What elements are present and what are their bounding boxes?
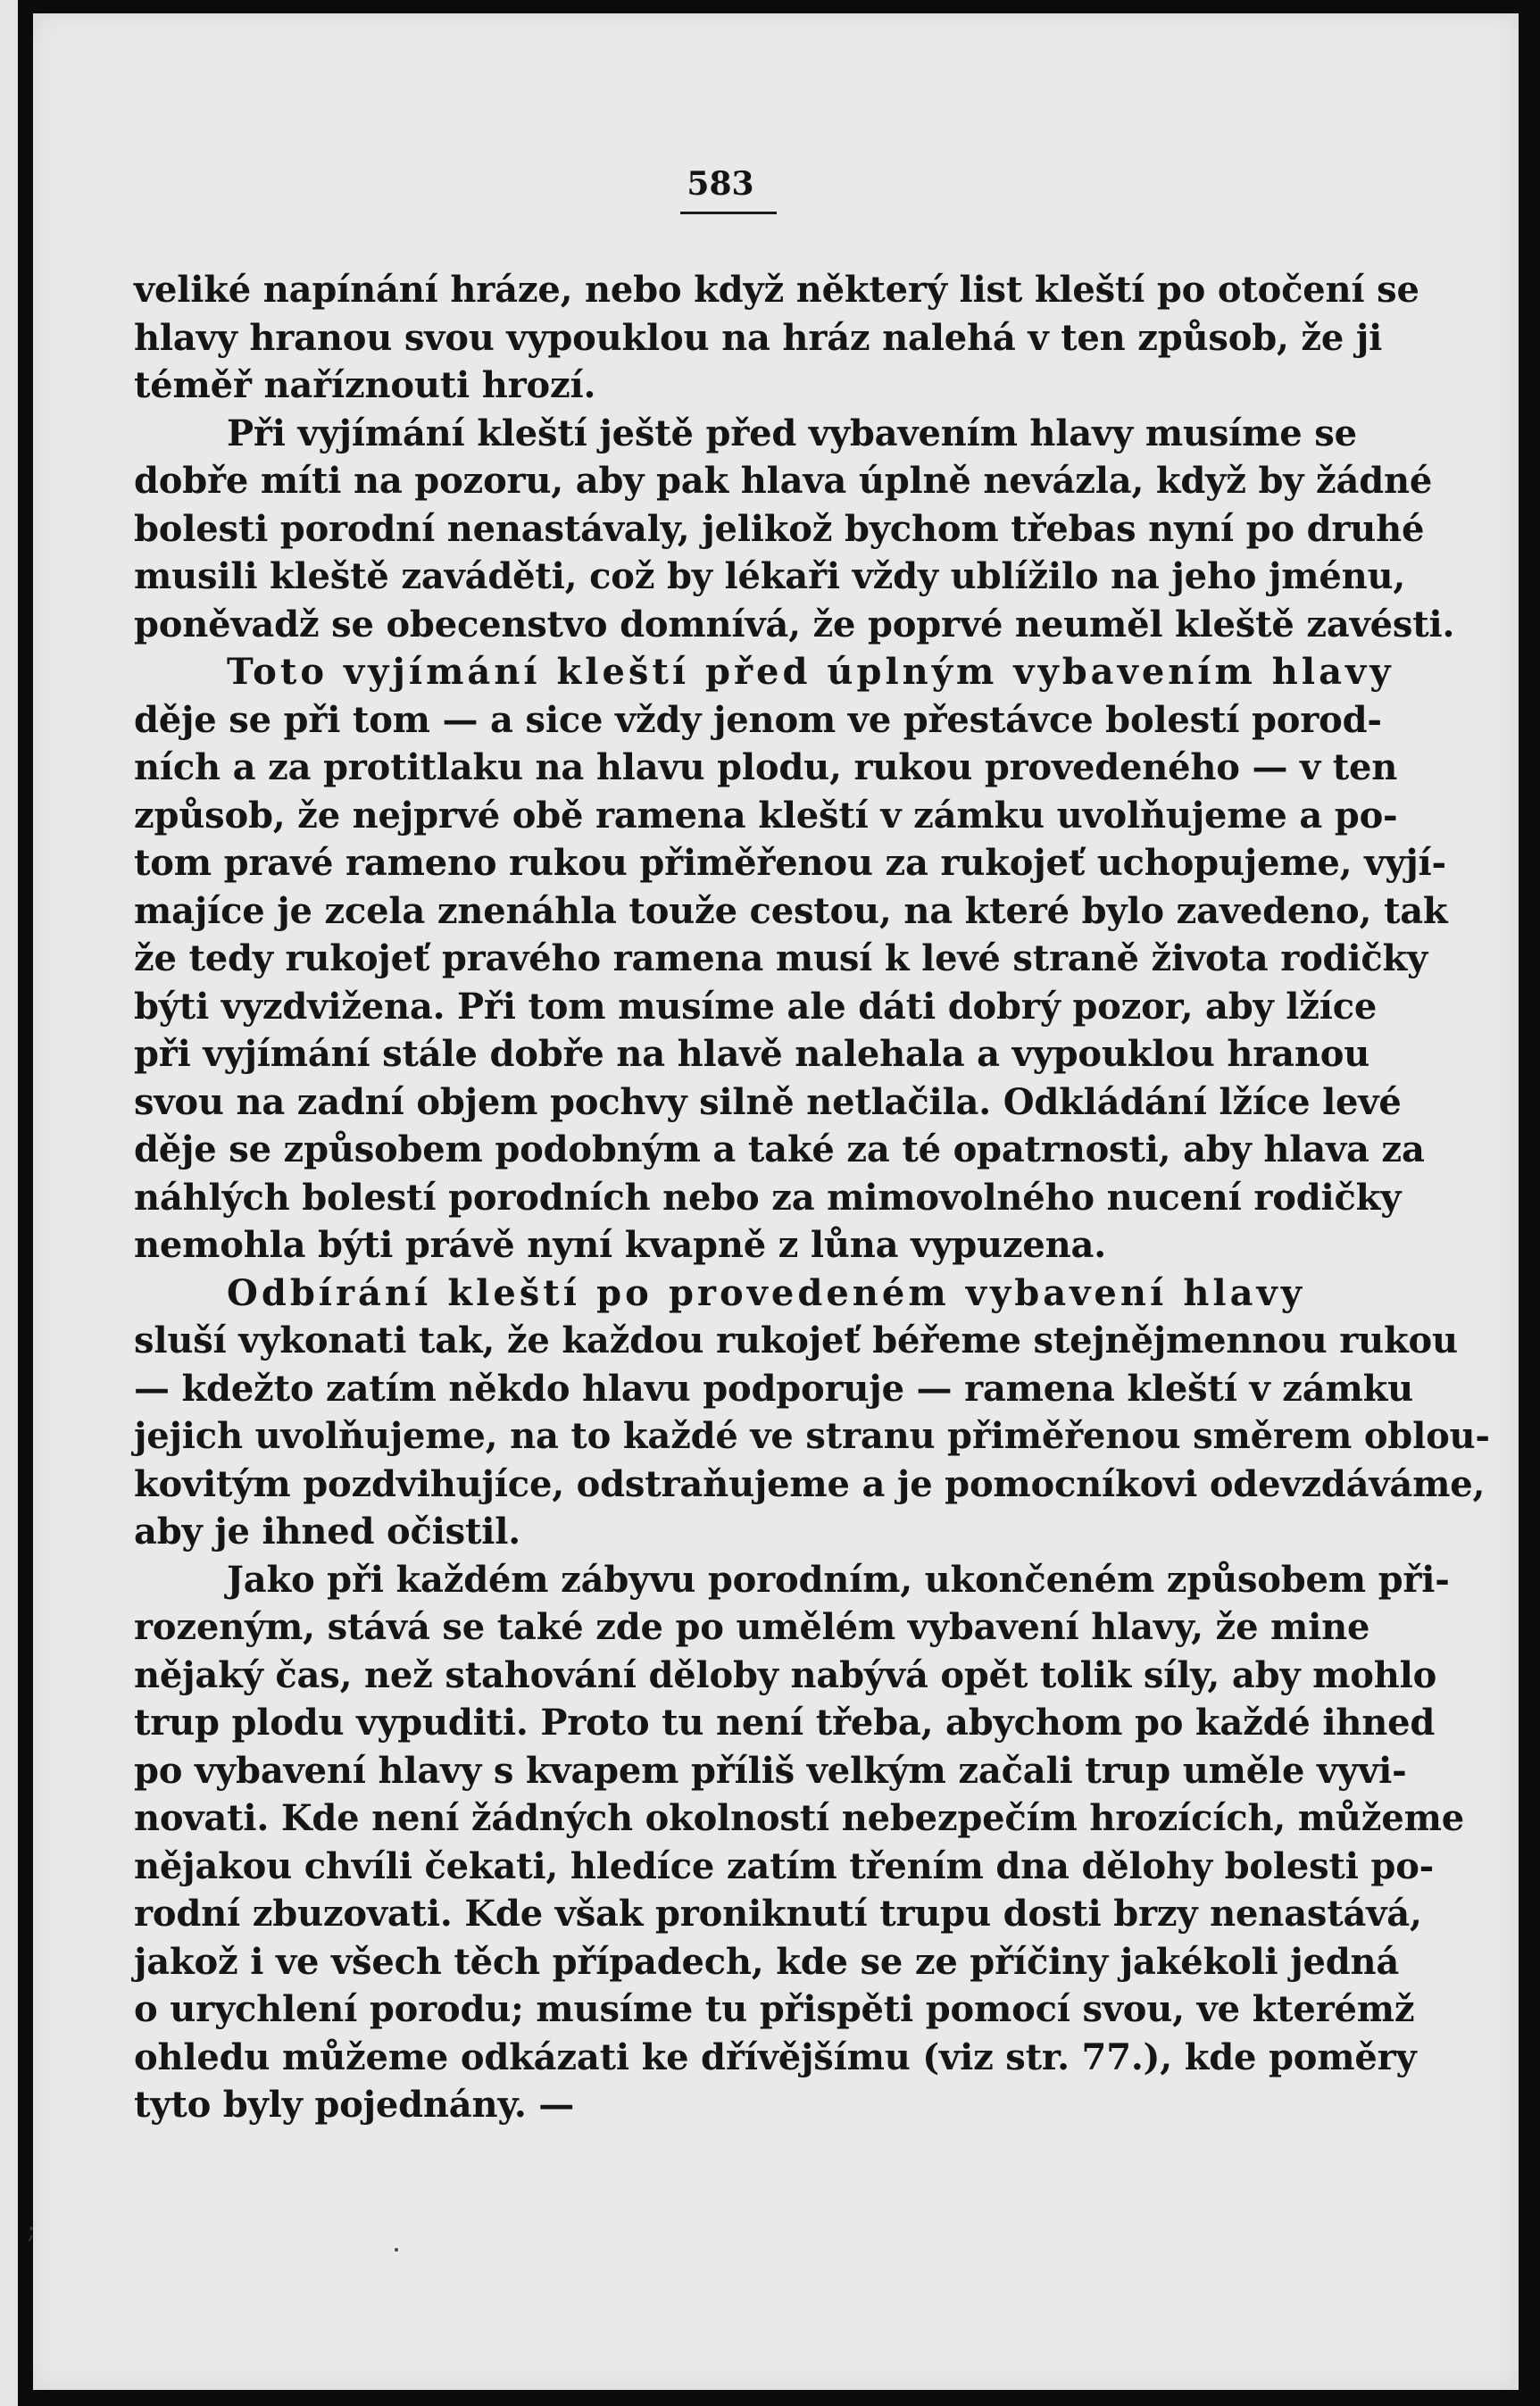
text-line: bolesti porodní nenastávaly, jelikož bychom třebas nyní po druhé bbox=[134, 507, 1425, 550]
text-line: dobře míti na pozoru, aby pak hlava úplně nevázla, když by žádné bbox=[134, 460, 1433, 502]
text-line: trup plodu vypuditi. Proto tu není třeba, abychom po každé ihned bbox=[134, 1702, 1436, 1744]
text-line: o urychlení porodu; musíme tu přispěti pomocí svou, ve kterémž bbox=[134, 1988, 1415, 2030]
body-text bbox=[134, 266, 1490, 2129]
text-line: po vybavení hlavy s kvapem příliš velkým začali trup uměle vyvi- bbox=[134, 1749, 1407, 1792]
text-line: děje se při tom — a sice vždy jenom ve přestávce bolestí porod- bbox=[134, 698, 1382, 741]
text-line: Jako při každém zábyvu porodním, ukončeném způsobem při- bbox=[227, 1558, 1450, 1601]
text-line: kovitým pozdvihujíce, odstraňujeme a je pomocníkovi odevzdáváme, bbox=[134, 1462, 1486, 1505]
text-line: majíce je zcela znenáhla touže cestou, na které bylo zavedeno, tak bbox=[134, 889, 1448, 932]
text-line: hlavy hranou svou vypouklou na hráz nalehá v ten způsob, že ji bbox=[134, 316, 1383, 359]
text-line: nějaký čas, než stahování děloby nabývá opět tolik síly, aby mohlo bbox=[134, 1653, 1437, 1696]
text-line: býti vyzdvižena. Při tom musíme ale dáti dobrý pozor, aby lžíce bbox=[134, 985, 1378, 1028]
text-line: tom pravé rameno rukou přiměřenou za rukojeť uchopujeme, vyjí- bbox=[134, 842, 1446, 884]
text-line: novati. Kde není žádných okolností nebezpečím hrozících, můžeme bbox=[134, 1797, 1464, 1839]
text-line: ohledu můžeme odkázati ke dřívějšímu (viz str. 77.), kde poměry bbox=[134, 2036, 1417, 2078]
book-page bbox=[33, 13, 1519, 2390]
ink-speck bbox=[395, 2248, 398, 2252]
text-line: musili kleště zaváděti, což by lékaři vždy ublížilo na jeho jménu, bbox=[134, 555, 1406, 597]
text-line: — kdežto zatím někdo hlavu podporuje — ramena kleští v zámku bbox=[134, 1367, 1413, 1410]
margin-mark: ; bbox=[27, 2214, 37, 2245]
text-line: poněvadž se obecenstvo domnívá, že poprvé neuměl kleště zavésti. bbox=[134, 603, 1455, 645]
page-number: 583 bbox=[687, 165, 754, 203]
text-line: děje se způsobem podobným a také za té opatrnosti, aby hlava za bbox=[134, 1128, 1425, 1170]
text-line: aby je ihned očistil. bbox=[134, 1511, 520, 1553]
text-line: tyto byly pojednány. — bbox=[134, 2084, 575, 2126]
scan-edge-strip bbox=[0, 0, 18, 2406]
text-line: rodní zbuzovati. Kde však proniknutí trupu dosti brzy nenastává, bbox=[134, 1893, 1422, 1935]
text-line: způsob, že nejprvé obě ramena kleští v zámku uvolňujeme a po- bbox=[134, 794, 1398, 837]
page-number-underline bbox=[680, 212, 777, 214]
text-line: Toto vyjímání kleští před úplným vybavením hlavy bbox=[227, 651, 1394, 693]
text-line: jejich uvolňujeme, na to každé ve stranu přiměřenou směrem oblou- bbox=[134, 1415, 1490, 1457]
text-line: veliké napínání hráze, nebo když některý list kleští po otočení se bbox=[134, 269, 1419, 311]
text-line: že tedy rukojeť pravého ramena musí k levé straně života rodičky bbox=[134, 937, 1428, 979]
text-line: Při vyjímání kleští ještě před vybavením hlavy musíme se bbox=[227, 412, 1357, 454]
text-line: Odbírání kleští po provedeném vybavení hlavy bbox=[227, 1271, 1305, 1314]
text-line: sluší vykonati tak, že každou rukojeť béřeme stejnějmennou rukou bbox=[134, 1320, 1458, 1361]
text-line: nemohla býti právě nyní kvapně z lůna vypuzena. bbox=[134, 1224, 1106, 1266]
text-line: rozeným, stává se také zde po umělém vybavení hlavy, že mine bbox=[134, 1606, 1370, 1648]
text-line: ních a za protitlaku na hlavu plodu, rukou provedeného — v ten bbox=[134, 746, 1398, 788]
text-line: téměř naříznouti hrozí. bbox=[134, 364, 596, 406]
text-line: jakož i ve všech těch případech, kde se ze příčiny jakékoli jedná bbox=[134, 1940, 1400, 1983]
text-line: nějakou chvíli čekati, hledíce zatím třením dna dělohy bolesti po- bbox=[134, 1844, 1435, 1887]
text-line: svou na zadní objem pochvy silně netlačila. Odkládání lžíce levé bbox=[134, 1080, 1402, 1123]
text-line: při vyjímání stále dobře na hlavě nalehala a vypouklou hranou bbox=[134, 1033, 1370, 1075]
text-line: náhlých bolestí porodních nebo za mimovolného nucení rodičky bbox=[134, 1176, 1402, 1219]
